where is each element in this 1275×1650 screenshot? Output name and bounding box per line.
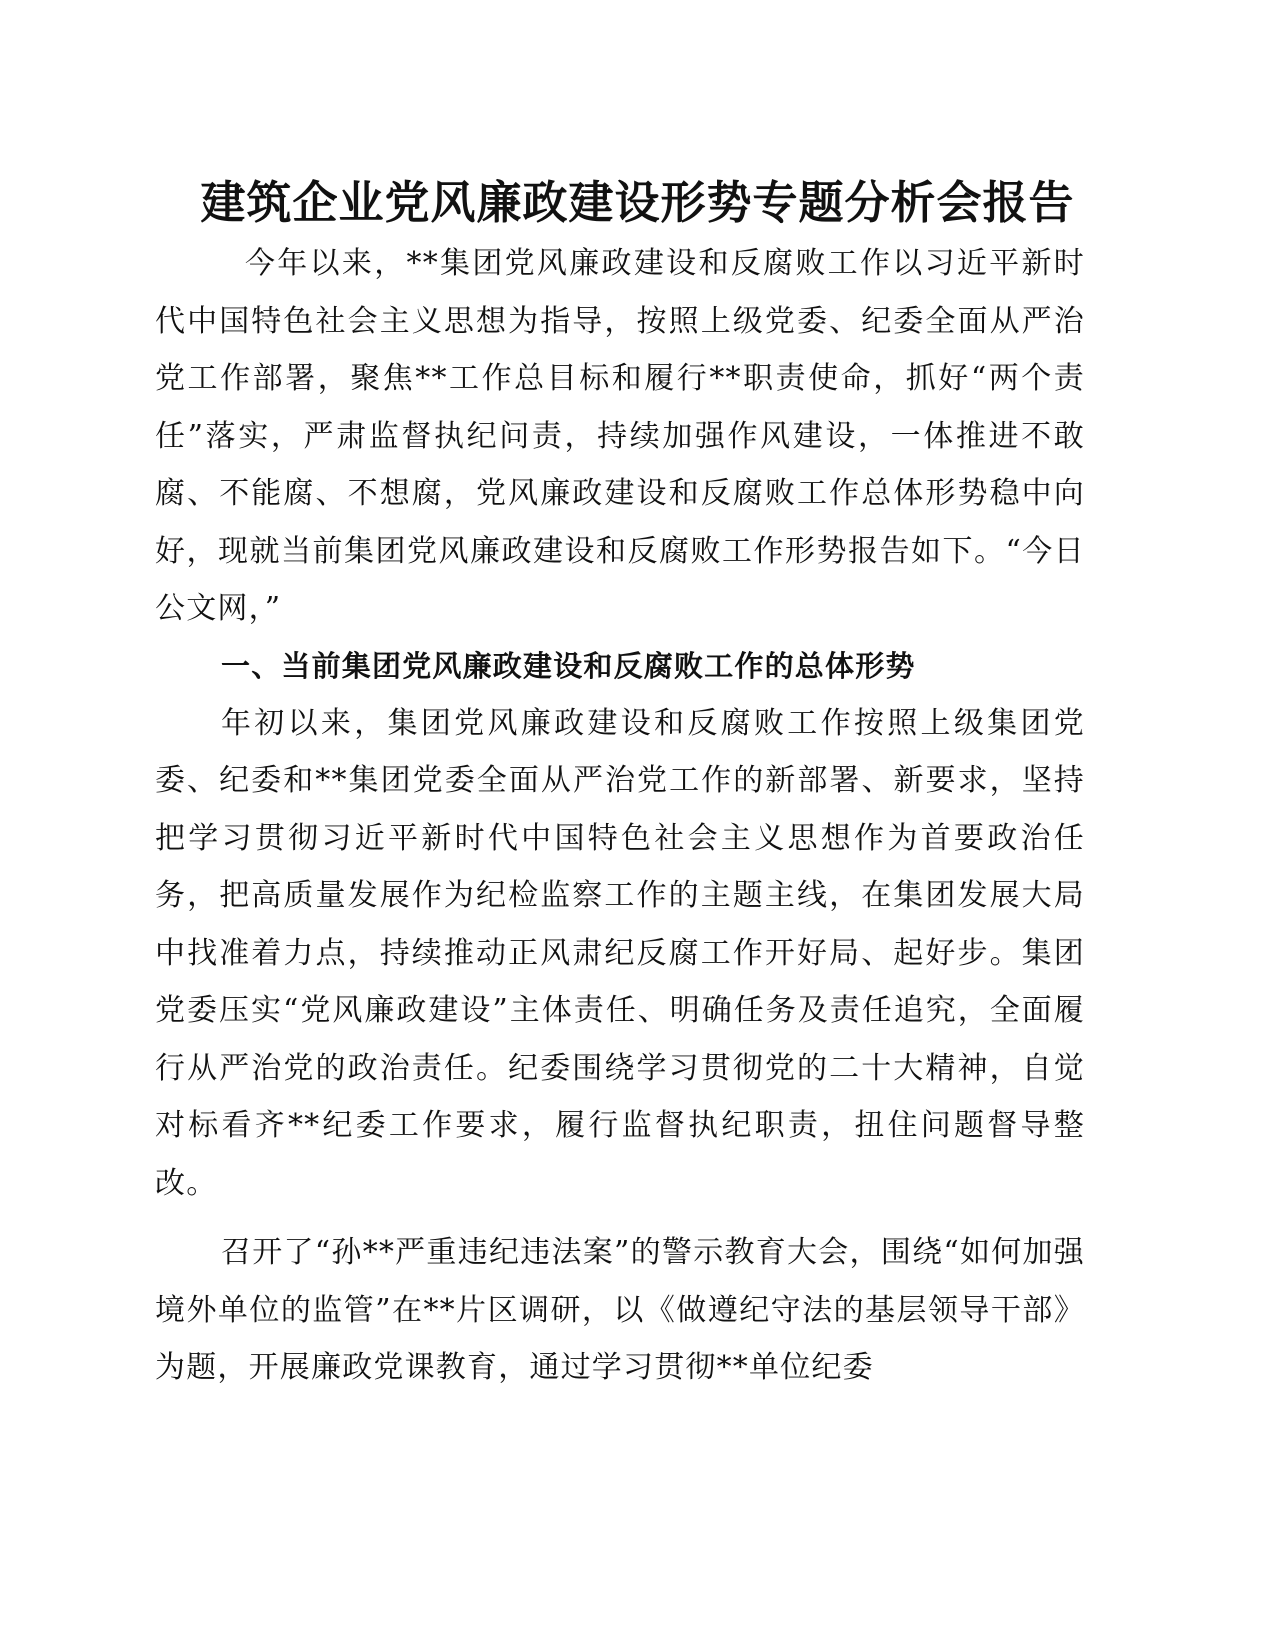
document-title: 建筑企业党风廉政建设形势专题分析会报告 xyxy=(200,176,1075,229)
section-1-heading: 一、当前集团党风廉政建设和反腐败工作的总体形势 xyxy=(221,648,916,683)
section-1-paragraph-2: 召开了“孙**严重违纪违法案”的警示教育大会，围绕“如何加强境外单位的监管”在**片区调研，以《做遵纪守法的基层领导干部》为题，开展廉政党课教育，通过学习贯彻**单位纪委 xyxy=(155,1235,1085,1385)
intro-paragraph: 今年以来，**集团党风廉政建设和反腐败工作以习近平新时代中国特色社会主义思想为指导，按照上级党委、纪委全面从严治党工作部署，聚焦**工作总目标和履行**职责使命，抓好“两个责任”落实，严肃监督执纪问责，持续加强作风建设，一体推进不敢腐、不能腐、不想腐，党风廉政建设和反腐败工作总体形势稳中向好，现就当前集团党风廉政建设和反腐败工作形势报告如下。“今日公文网，” xyxy=(155,246,1085,626)
section-1-paragraph-1: 年初以来，集团党风廉政建设和反腐败工作按照上级集团党委、纪委和**集团党委全面从严治党工作的新部署、新要求，坚持把学习贯彻习近平新时代中国特色社会主义思想作为首要政治任务，把高质量发展作为纪检监察工作的主题主线，在集团发展大局中找准着力点，持续推动正风肃纪反腐工作开好局、起好步。集团党委压实“党风廉政建设”主体责任、明确任务及责任追究，全面履行从严治党的政治责任。纪委围绕学习贯彻党的二十大精神，自觉对标看齐**纪委工作要求，履行监督执纪职责，扭住问题督导整改。 xyxy=(155,705,1085,1201)
document-body xyxy=(155,235,1085,1397)
